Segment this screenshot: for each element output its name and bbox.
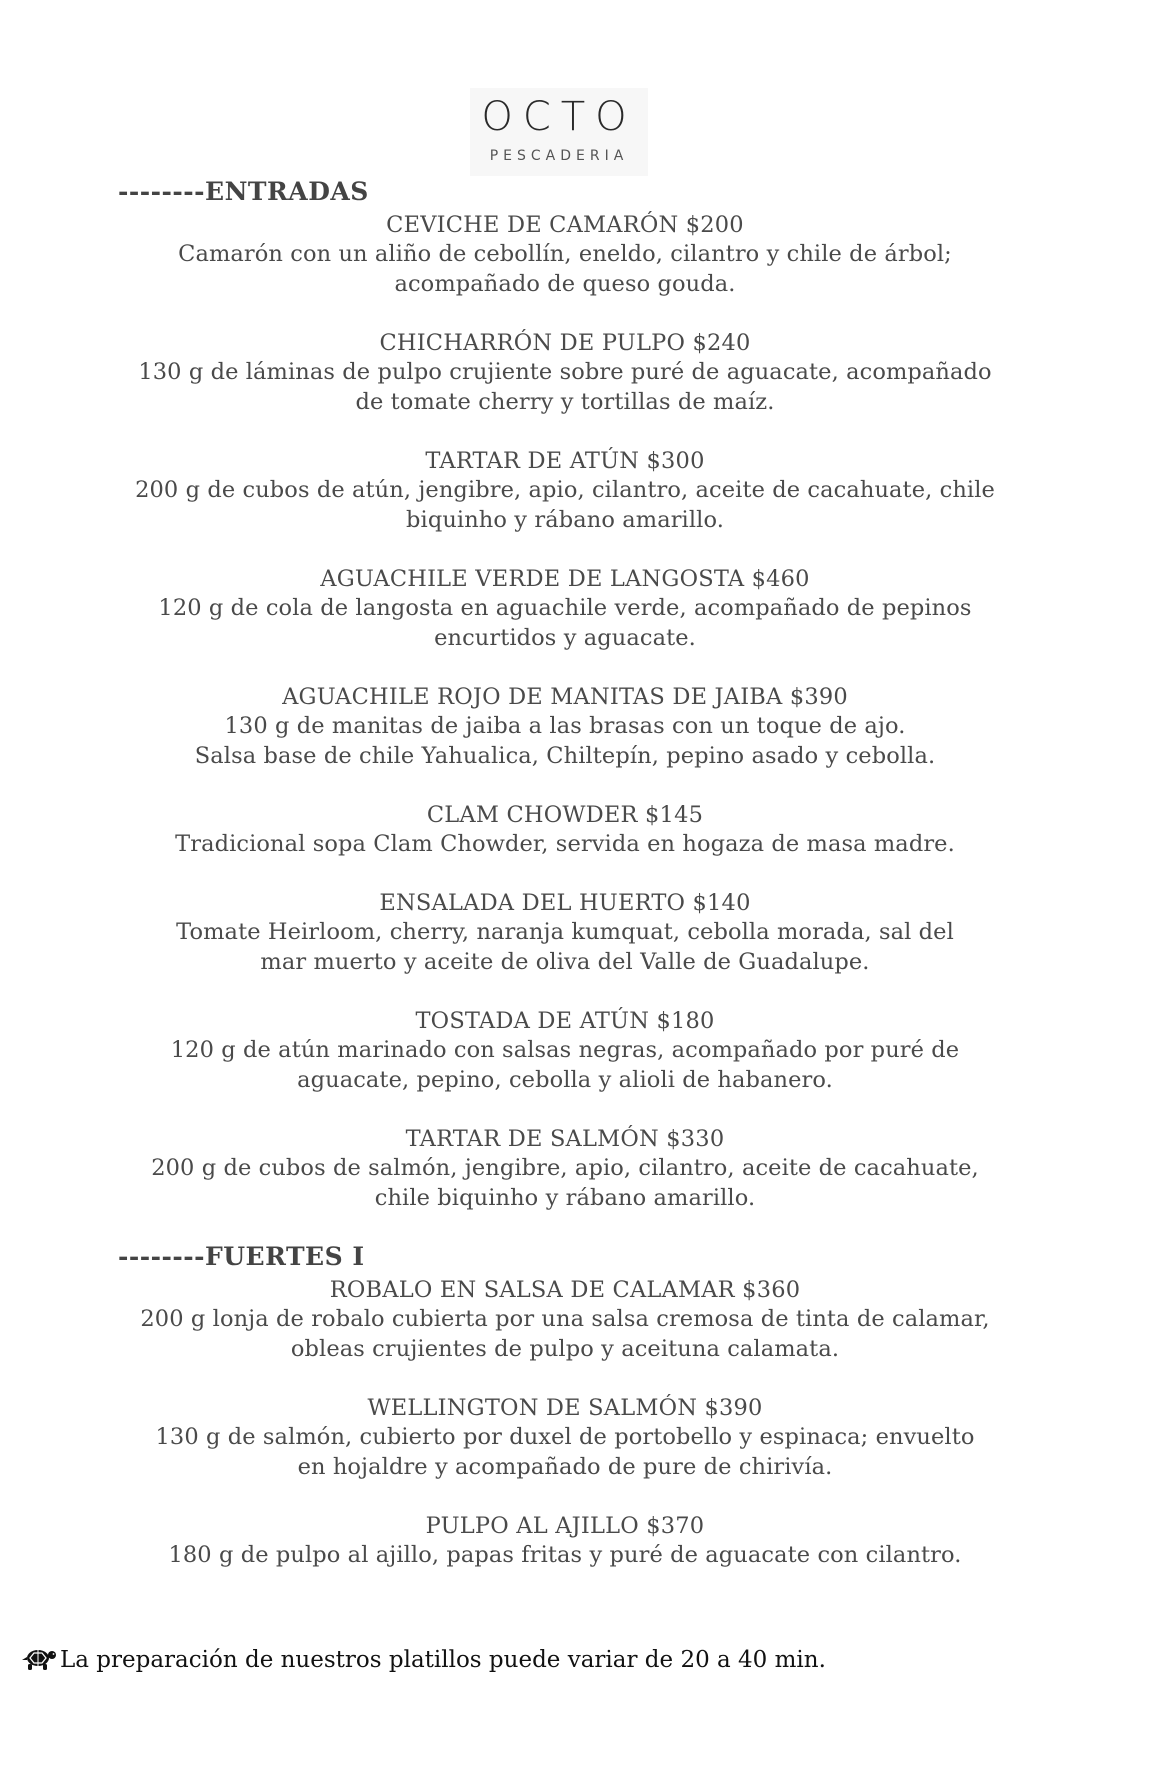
dish-description-line: 130 g de salmón, cubierto por duxel de portobello y espinaca; envuelto — [155, 1424, 975, 1450]
section-title-entradas: --------ENTRADAS — [118, 177, 369, 206]
dish-name: TARTAR DE SALMÓN $330 — [405, 1126, 725, 1152]
section-title-fuertes: --------FUERTES I — [118, 1242, 365, 1271]
dish-name: ENSALADA DEL HUERTO $140 — [379, 890, 751, 916]
dish-description-line: Salsa base de chile Yahualica, Chiltepín, pepino asado y cebolla. — [194, 742, 936, 769]
dish-name: CLAM CHOWDER $145 — [426, 802, 704, 828]
dish-description-line: 120 g de cola de langosta en aguachile verde, acompañado de pepinos — [158, 595, 972, 621]
menu-item — [100, 1511, 1030, 1571]
dish-description-line: 130 g de manitas de jaiba a las brasas con un toque de ajo. — [224, 713, 906, 739]
dish-description-line: de tomate cherry y tortillas de maíz. — [355, 388, 775, 415]
menu-item — [100, 564, 1030, 653]
dish-description-line: 180 g de pulpo al ajillo, papas fritas y puré de aguacate con cilantro. — [168, 1542, 962, 1568]
menu-item — [100, 328, 1030, 417]
dish-description-line: 200 g de cubos de atún, jengibre, apio, cilantro, aceite de cacahuate, chile — [135, 477, 995, 503]
menu-item — [100, 800, 1030, 860]
turtle-icon — [20, 1646, 58, 1672]
dish-description-line: obleas crujientes de pulpo y aceituna calamata. — [290, 1335, 840, 1362]
dish-description-line: 200 g de cubos de salmón, jengibre, apio, cilantro, aceite de cacahuate, — [151, 1155, 979, 1181]
restaurant-logo — [470, 88, 648, 176]
dish-name: AGUACHILE VERDE DE LANGOSTA $460 — [320, 566, 810, 592]
menu-item — [100, 888, 1030, 977]
dish-description-line: 120 g de atún marinado con salsas negras, acompañado por puré de — [170, 1037, 960, 1063]
dish-name: TARTAR DE ATÚN $300 — [425, 448, 705, 474]
dish-name: PULPO AL AJILLO $370 — [425, 1513, 705, 1539]
dish-name: TOSTADA DE ATÚN $180 — [415, 1008, 715, 1034]
menu-item — [100, 210, 1030, 299]
dish-description-line: mar muerto y aceite de oliva del Valle de Guadalupe. — [260, 948, 870, 975]
preparation-time-note — [20, 1632, 1120, 1672]
dish-description-line: chile biquinho y rábano amarillo. — [374, 1184, 756, 1211]
menu-item — [100, 1124, 1030, 1213]
dish-name: CEVICHE DE CAMARÓN $200 — [386, 212, 744, 238]
logo-name: OCTO — [481, 94, 637, 140]
footer-text: La preparación de nuestros platillos puede variar de 20 a 40 min. — [60, 1647, 826, 1673]
menu-item — [100, 1393, 1030, 1482]
dish-description-line: encurtidos y aguacate. — [434, 624, 696, 651]
dish-description-line: aguacate, pepino, cebolla y alioli de habanero. — [297, 1066, 833, 1093]
logo-subtitle: PESCADERIA — [489, 148, 629, 164]
dish-name: ROBALO EN SALSA DE CALAMAR $360 — [329, 1277, 801, 1303]
dish-description-line: acompañado de queso gouda. — [394, 270, 736, 297]
dish-description-line: Tradicional sopa Clam Chowder, servida en hogaza de masa madre. — [175, 831, 955, 857]
menu-item — [100, 682, 1030, 771]
dish-description-line: biquinho y rábano amarillo. — [406, 506, 724, 533]
dish-description-line: Camarón con un aliño de cebollín, eneldo, cilantro y chile de árbol; — [178, 241, 952, 267]
dish-description-line: Tomate Heirloom, cherry, naranja kumquat, cebolla morada, sal del — [176, 919, 954, 945]
dish-description-line: en hojaldre y acompañado de pure de chirivía. — [297, 1453, 833, 1480]
dish-description-line: 200 g lonja de robalo cubierta por una salsa cremosa de tinta de calamar, — [140, 1306, 990, 1332]
dish-name: AGUACHILE ROJO DE MANITAS DE JAIBA $390 — [282, 684, 848, 710]
menu-item — [100, 1006, 1030, 1095]
dish-name: CHICHARRÓN DE PULPO $240 — [379, 330, 751, 356]
dish-name: WELLINGTON DE SALMÓN $390 — [367, 1395, 763, 1421]
menu-item — [100, 446, 1030, 535]
dish-description-line: 130 g de láminas de pulpo crujiente sobre puré de aguacate, acompañado — [138, 359, 992, 385]
menu-item — [100, 1275, 1030, 1364]
